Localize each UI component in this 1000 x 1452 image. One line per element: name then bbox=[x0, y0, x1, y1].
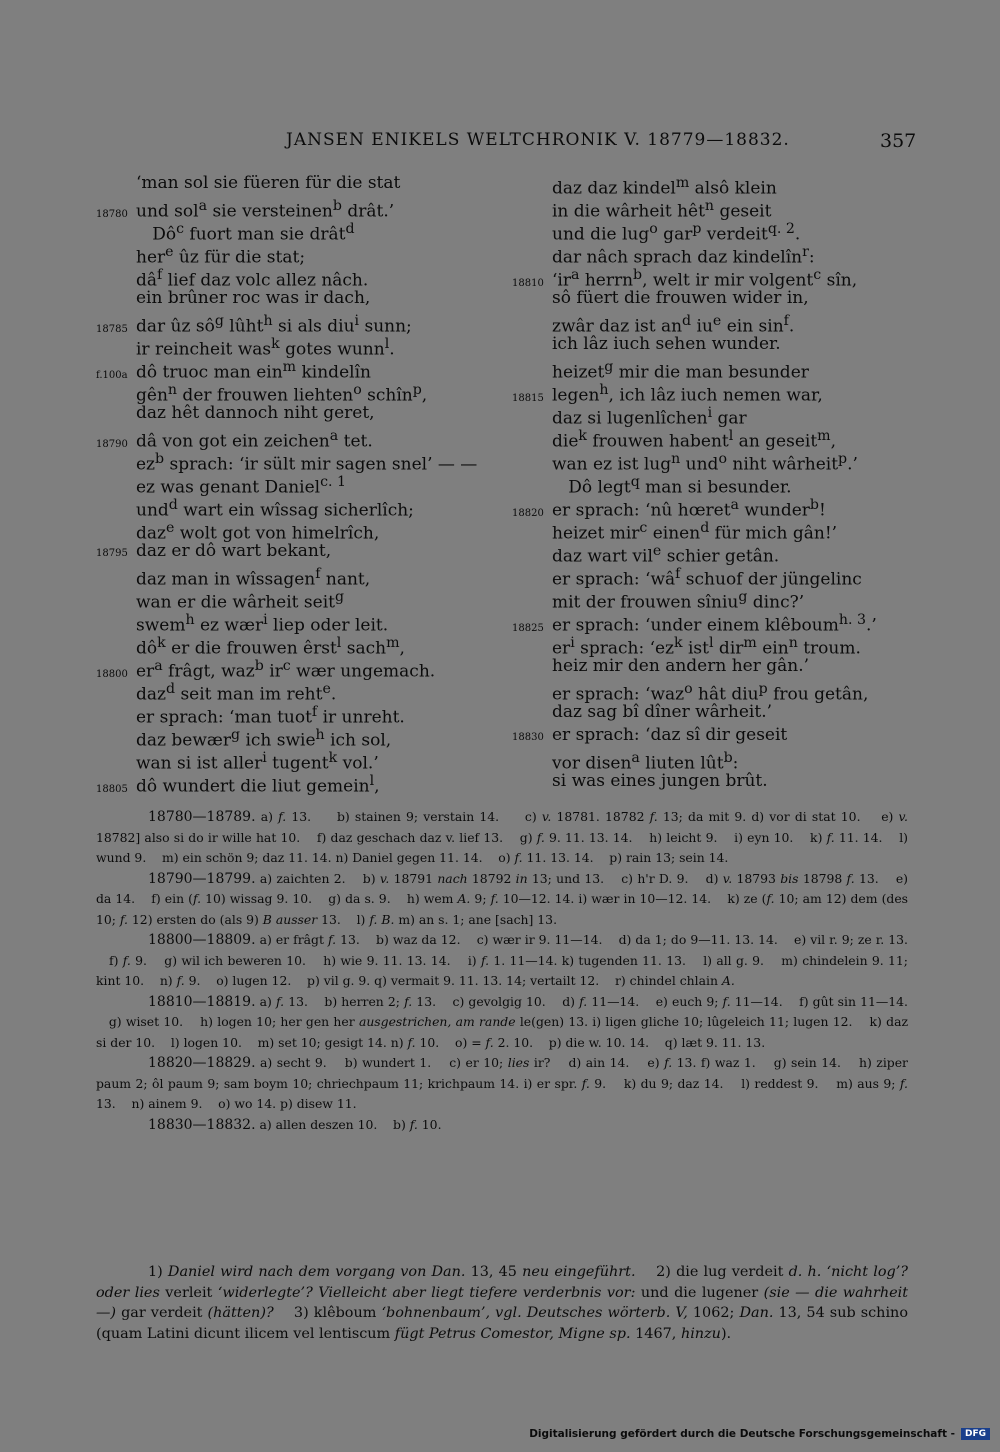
verse-line bbox=[96, 287, 516, 310]
verse-line bbox=[512, 402, 912, 429]
verse-text: ‘$ir^a$ herrn$^b$, welt ir mir volgent$^c$ sîn, bbox=[552, 267, 858, 291]
verse-text: vor disen$^a$ liuten lût$^b$: bbox=[552, 750, 739, 774]
verse-number: 18830 bbox=[512, 732, 544, 743]
verse-line bbox=[96, 218, 516, 245]
verse-number: 18795 bbox=[96, 548, 128, 559]
verse-line bbox=[512, 563, 912, 590]
verse-text: mit der frouwen sîniu$^g$ dinc?’ bbox=[552, 589, 805, 613]
verse-text: daz bewær$^g$ ich swie$^h$ ich sol, bbox=[136, 727, 392, 751]
apparatus-group: 18800—18809. a) er frâgt f. 13. b) waz da 12. c) wær ir 9. 11—14. d) da 1; do 9—11. 13. 14. e) vil r. 9; ze r. 13. f) f. 9. g) wil ich beweren 10. h) wie 9. 11. 13. 14. i) f. 1. 11—14. k) tugenden 11. 13. l) all g. 9. m) chindelein 9. 11; kint 10. n) f. 9. o) lugen 12. p) vil g. 9. q) vermait 9. 11. 13. 14; vertailt 12. r) chindel chlain A. bbox=[96, 932, 908, 988]
verse-text: wan ez ist lug$^n$ und$^o$ niht wârheit$^p$.’ bbox=[552, 451, 858, 475]
verse-line bbox=[512, 770, 912, 793]
verse-line bbox=[512, 310, 912, 337]
verse-line bbox=[96, 701, 516, 728]
verse-line bbox=[512, 609, 912, 636]
footnote-text: 1) Daniel wird nach dem vorgang von Dan. 13, 45 neu eingeführt. 2) die lug verdeit d. h. ‘nicht log’? oder lies verleit ‘widerlegte’? Vielleicht aber liegt tiefere verderbnis vor: und die lugener (sie — die wahrheit —) gar verdeit (hätten)? 3) klêboum ‘bohnenbaum’, vgl. Deutsches wörterb. V, 1062; Dan. 13, 54 sub schino (quam Latini dicunt ilicem vel lentiscum fügt Petrus Comestor, Migne sp. 1467, hinzu). bbox=[96, 1264, 909, 1342]
verse-line bbox=[96, 356, 516, 383]
verse-line bbox=[96, 586, 516, 613]
verse-line bbox=[512, 517, 912, 544]
verse-text: daz man in wîssagen$^f$ nant, bbox=[136, 566, 371, 590]
running-header bbox=[0, 130, 1000, 156]
verse-text: ich lâz iuch sehen wunder. bbox=[552, 334, 781, 354]
verse-text: ir reincheit was$^k$ gotes wunn$^l$. bbox=[136, 336, 395, 360]
verse-line bbox=[96, 195, 516, 222]
verse-number: 18805 bbox=[96, 783, 128, 795]
verse-number: 18815 bbox=[512, 392, 544, 404]
verse-line bbox=[512, 540, 912, 567]
verse-text: zwâr daz ist $an^d$ $iu^e$ ein $\sin^f$. bbox=[552, 313, 795, 337]
verse-line bbox=[96, 632, 516, 659]
verse-line bbox=[96, 448, 516, 475]
verse-column-right bbox=[512, 172, 912, 793]
verse-line bbox=[512, 747, 912, 774]
verse-text: er sprach: ‘under einem klêboum$^{h. 3}$.’ bbox=[552, 612, 877, 636]
verse-text: heizet mir$^c$ einen$^d$ für mich gân!’ bbox=[552, 520, 838, 544]
running-title: JANSEN ENIKELS WELTCHRONIK V. 18779—18832. bbox=[286, 130, 790, 150]
verse-text: wan si ist aller$^i$ tugent$^k$ vol.’ bbox=[136, 750, 379, 774]
verse-line bbox=[512, 264, 912, 291]
verse-text: er sprach: ‘waz$^o$ hât diu$^p$ frou getân, bbox=[552, 681, 869, 705]
verse-line bbox=[96, 678, 516, 705]
page-number: 357 bbox=[880, 130, 917, 152]
verse-line bbox=[512, 425, 912, 452]
verse-text: legen$^h$, ich lâz iuch nemen war, bbox=[552, 382, 823, 406]
dfg-funding-notice bbox=[529, 1426, 990, 1442]
verse-line bbox=[96, 333, 516, 360]
verse-text: daz$^e$ wolt got von himelrîch, bbox=[136, 520, 380, 544]
verse-line bbox=[96, 770, 516, 797]
verse-text: swem$^h$ ez wær$^i$ liep oder leit. bbox=[136, 612, 389, 636]
verse-line bbox=[512, 724, 912, 747]
verse-text: heizet$^g$ mir die man besunder bbox=[552, 359, 809, 383]
verse-line bbox=[96, 517, 516, 544]
verse-text: dar nâch sprach daz kindelîn$^r$: bbox=[552, 244, 815, 268]
verse-text: daz hêt dannoch niht geret, bbox=[136, 403, 375, 423]
verse-text: in die wârheit hêt$^n$ geseit bbox=[552, 198, 772, 222]
verse-text: und sol$^a$ sie versteinen$^b$ drât.’ bbox=[136, 198, 395, 222]
verse-line bbox=[512, 356, 912, 383]
verse-text: daz daz kindel$^m$ alsô klein bbox=[552, 175, 777, 199]
verse-line bbox=[512, 195, 912, 222]
verse-line bbox=[96, 264, 516, 291]
verse-text: dô wundert die liut gemein$^l$, bbox=[136, 773, 380, 797]
verse-line bbox=[512, 218, 912, 245]
verse-line bbox=[512, 172, 912, 199]
verse-text: die$^k$ frouwen habent$^l$ an geseit$^m$, bbox=[552, 428, 837, 452]
verse-line bbox=[96, 402, 516, 425]
verse-column-left bbox=[96, 172, 516, 797]
verse-line bbox=[512, 448, 912, 475]
verse-text: und$^d$ wart ein wîssag sicherlîch; bbox=[136, 497, 414, 521]
verse-number: 18780 bbox=[96, 208, 128, 220]
verse-line bbox=[96, 724, 516, 751]
verse-text: dar ûz $sô^g$ lûht$^h$ si als diu$^i$ sunn; bbox=[136, 313, 412, 337]
verse-line bbox=[96, 609, 516, 636]
verse-line bbox=[96, 747, 516, 774]
verse-line bbox=[96, 494, 516, 521]
verse-text: und die lug$^o$ gar$^p$ verdeit$^{q. 2}$. bbox=[552, 221, 801, 245]
verse-text: daz$^d$ seit man im reht$^e$. bbox=[136, 681, 337, 705]
apparatus-group: 18810—18819. a) f. 13. b) herren 2; f. 13. c) gevolgig 10. d) f. 11—14. e) euch 9; f. 11—14. f) gût sin 11—14. g) wiset 10. h) logen 10; her gen her ausgestrichen, am rande le(gen) 13. i) ligen gliche 10; lûgeleich 11; lugen 12. k) daz si der 10. l) logen 10. m) set 10; gesigt 14. n) f. 10. o) = f. 2. 10. p) die w. 10. 14. q) læt 9. 11. 13. bbox=[96, 993, 908, 1050]
verse-number: 18785 bbox=[96, 323, 128, 335]
verse-number: 18800 bbox=[96, 668, 128, 680]
verse-line bbox=[96, 379, 516, 406]
verse-number: f.100a bbox=[96, 369, 128, 381]
verse-line bbox=[512, 379, 912, 406]
verse-text: ‘man sol sie füeren für die stat bbox=[136, 173, 401, 193]
verse-line bbox=[512, 494, 912, 521]
verse-line bbox=[96, 425, 516, 452]
verse-text: $er^a$ frâgt, waz$^b$ $ir^c$ wær ungemach. bbox=[136, 658, 436, 682]
verse-number: 18810 bbox=[512, 277, 544, 289]
footnotes bbox=[96, 1262, 908, 1344]
verse-text: dô truoc man ein$^m$ kindelîn bbox=[136, 359, 371, 383]
verse-text: er sprach: ‘$wâ^f$ schuof der jüngelinc bbox=[552, 566, 862, 590]
verse-line bbox=[96, 172, 516, 195]
verse-text: daz wart vil$^e$ schier getân. bbox=[552, 543, 780, 567]
verse-line bbox=[512, 632, 912, 659]
verse-line bbox=[96, 310, 516, 337]
verse-text: gên$^n$ der frouwen liehten$^o$ schîn$^p$, bbox=[136, 382, 428, 406]
verse-text: $dô^k$ er die frouwen êrst$^l$ sach$^m$, bbox=[136, 635, 405, 659]
apparatus-group: 18790—18799. a) zaichten 2. b) v. 18791 nach 18792 in 13; und 13. c) h'r D. 9. d) v. 18793 bis 18798 f. 13. e) da 14. f) ein (f. 10) wissag 9. 10. g) da s. 9. h) wem A. 9; f. 10—12. 14. i) wær in 10—12. 14. k) ze (f. 10; am 12) dem (des 10; f. 12) ersten do (als 9) B ausser 13. l) f. B. m) an s. 1; ane [sach] 13. bbox=[96, 870, 909, 927]
verse-text: er sprach: ‘daz sî dir geseit bbox=[552, 725, 788, 745]
apparatus-group: 18780—18789. a) f. 13. b) stainen 9; verstain 14. c) v. 18781. 18782 f. 13; da mit 9. d) vor di stat 10. e) v. 18782] also si do ir wille hat 10. f) daz geschach daz v. lief 13. g) f. 9. 11. 13. 14. h) leicht 9. i) eyn 10. k) f. 11. 14. l) wund 9. m) ein schön 9; daz 11. 14. n) Daniel gegen 11. 14. o) f. 11. 13. 14. p) rain 13; sein 14. bbox=[96, 809, 909, 865]
verse-line bbox=[96, 563, 516, 590]
verse-text: $Dô^c$ fuort man sie drât$^d$ bbox=[136, 221, 355, 245]
verse-text: er sprach: ‘nû hœret$^a$ wunder$^b$! bbox=[552, 497, 826, 521]
verse-text: heiz mir den andern her gân.’ bbox=[552, 656, 810, 676]
verse-number: 18790 bbox=[96, 438, 128, 450]
dfg-notice-text: Digitalisierung gefördert durch die Deutsche Forschungsgemeinschaft - bbox=[529, 1428, 955, 1440]
verse-line bbox=[96, 540, 516, 563]
dfg-logo-icon: DFG bbox=[961, 1428, 990, 1440]
verse-text: sô füert die frouwen wider in, bbox=[552, 288, 809, 308]
apparatus-group: 18830—18832. a) allen deszen 10. b) f. 10. bbox=[148, 1116, 442, 1133]
verse-text: her$^e$ ûz für die stat; bbox=[136, 244, 306, 268]
verse-text: daz si lugenlîchen$^i$ gar bbox=[552, 405, 747, 429]
verse-text: dâ von got ein zeichen$^a$ tet. bbox=[136, 428, 373, 452]
verse-text: $dâ^f$ lief daz volc allez nâch. bbox=[136, 267, 369, 291]
verse-text: daz er dô wart bekant, bbox=[136, 541, 332, 561]
verse-text: $ez^b$ sprach: ‘ir sült mir sagen snel’ — — bbox=[136, 451, 478, 475]
verse-line bbox=[512, 333, 912, 356]
verse-number: 18825 bbox=[512, 622, 544, 634]
verse-text: ez was genant Daniel$^{c. 1}$ bbox=[136, 474, 347, 498]
verse-line bbox=[512, 241, 912, 268]
verse-text: ein brûner roc was ir dach, bbox=[136, 288, 371, 308]
verse-text: si was eines jungen brût. bbox=[552, 771, 768, 791]
verse-line bbox=[96, 655, 516, 682]
verse-line bbox=[512, 678, 912, 705]
verse-number: 18820 bbox=[512, 507, 544, 519]
apparatus-group: 18820—18829. a) secht 9. b) wundert 1. c) er 10; lies ir? d) ain 14. e) f. 13. f) waz 1. g) sein 14. h) ziper paum 2; ôl paum 9; sam boym 10; chriechpaum 11; krichpaum 14. i) er spr. f. 9. k) du 9; daz 14. l) reddest 9. m) aus 9; f. 13. n) ainem 9. o) wo 14. p) disew 11. bbox=[96, 1055, 908, 1111]
verse-text: wan er die wârheit seit$^g$ bbox=[136, 589, 345, 613]
verse-text: daz sag bî dîner wârheit.’ bbox=[552, 702, 773, 722]
critical-apparatus bbox=[96, 807, 908, 1135]
verse-text: er sprach: ‘man tuot$^f$ ir unreht. bbox=[136, 704, 405, 728]
verse-text: $er^i$ sprach: ‘$ez^k$ ist$^l$ dir$^m$ ein$^n$ troum. bbox=[552, 635, 861, 659]
verse-text: Dô legt$^q$ man si besunder. bbox=[552, 474, 792, 498]
